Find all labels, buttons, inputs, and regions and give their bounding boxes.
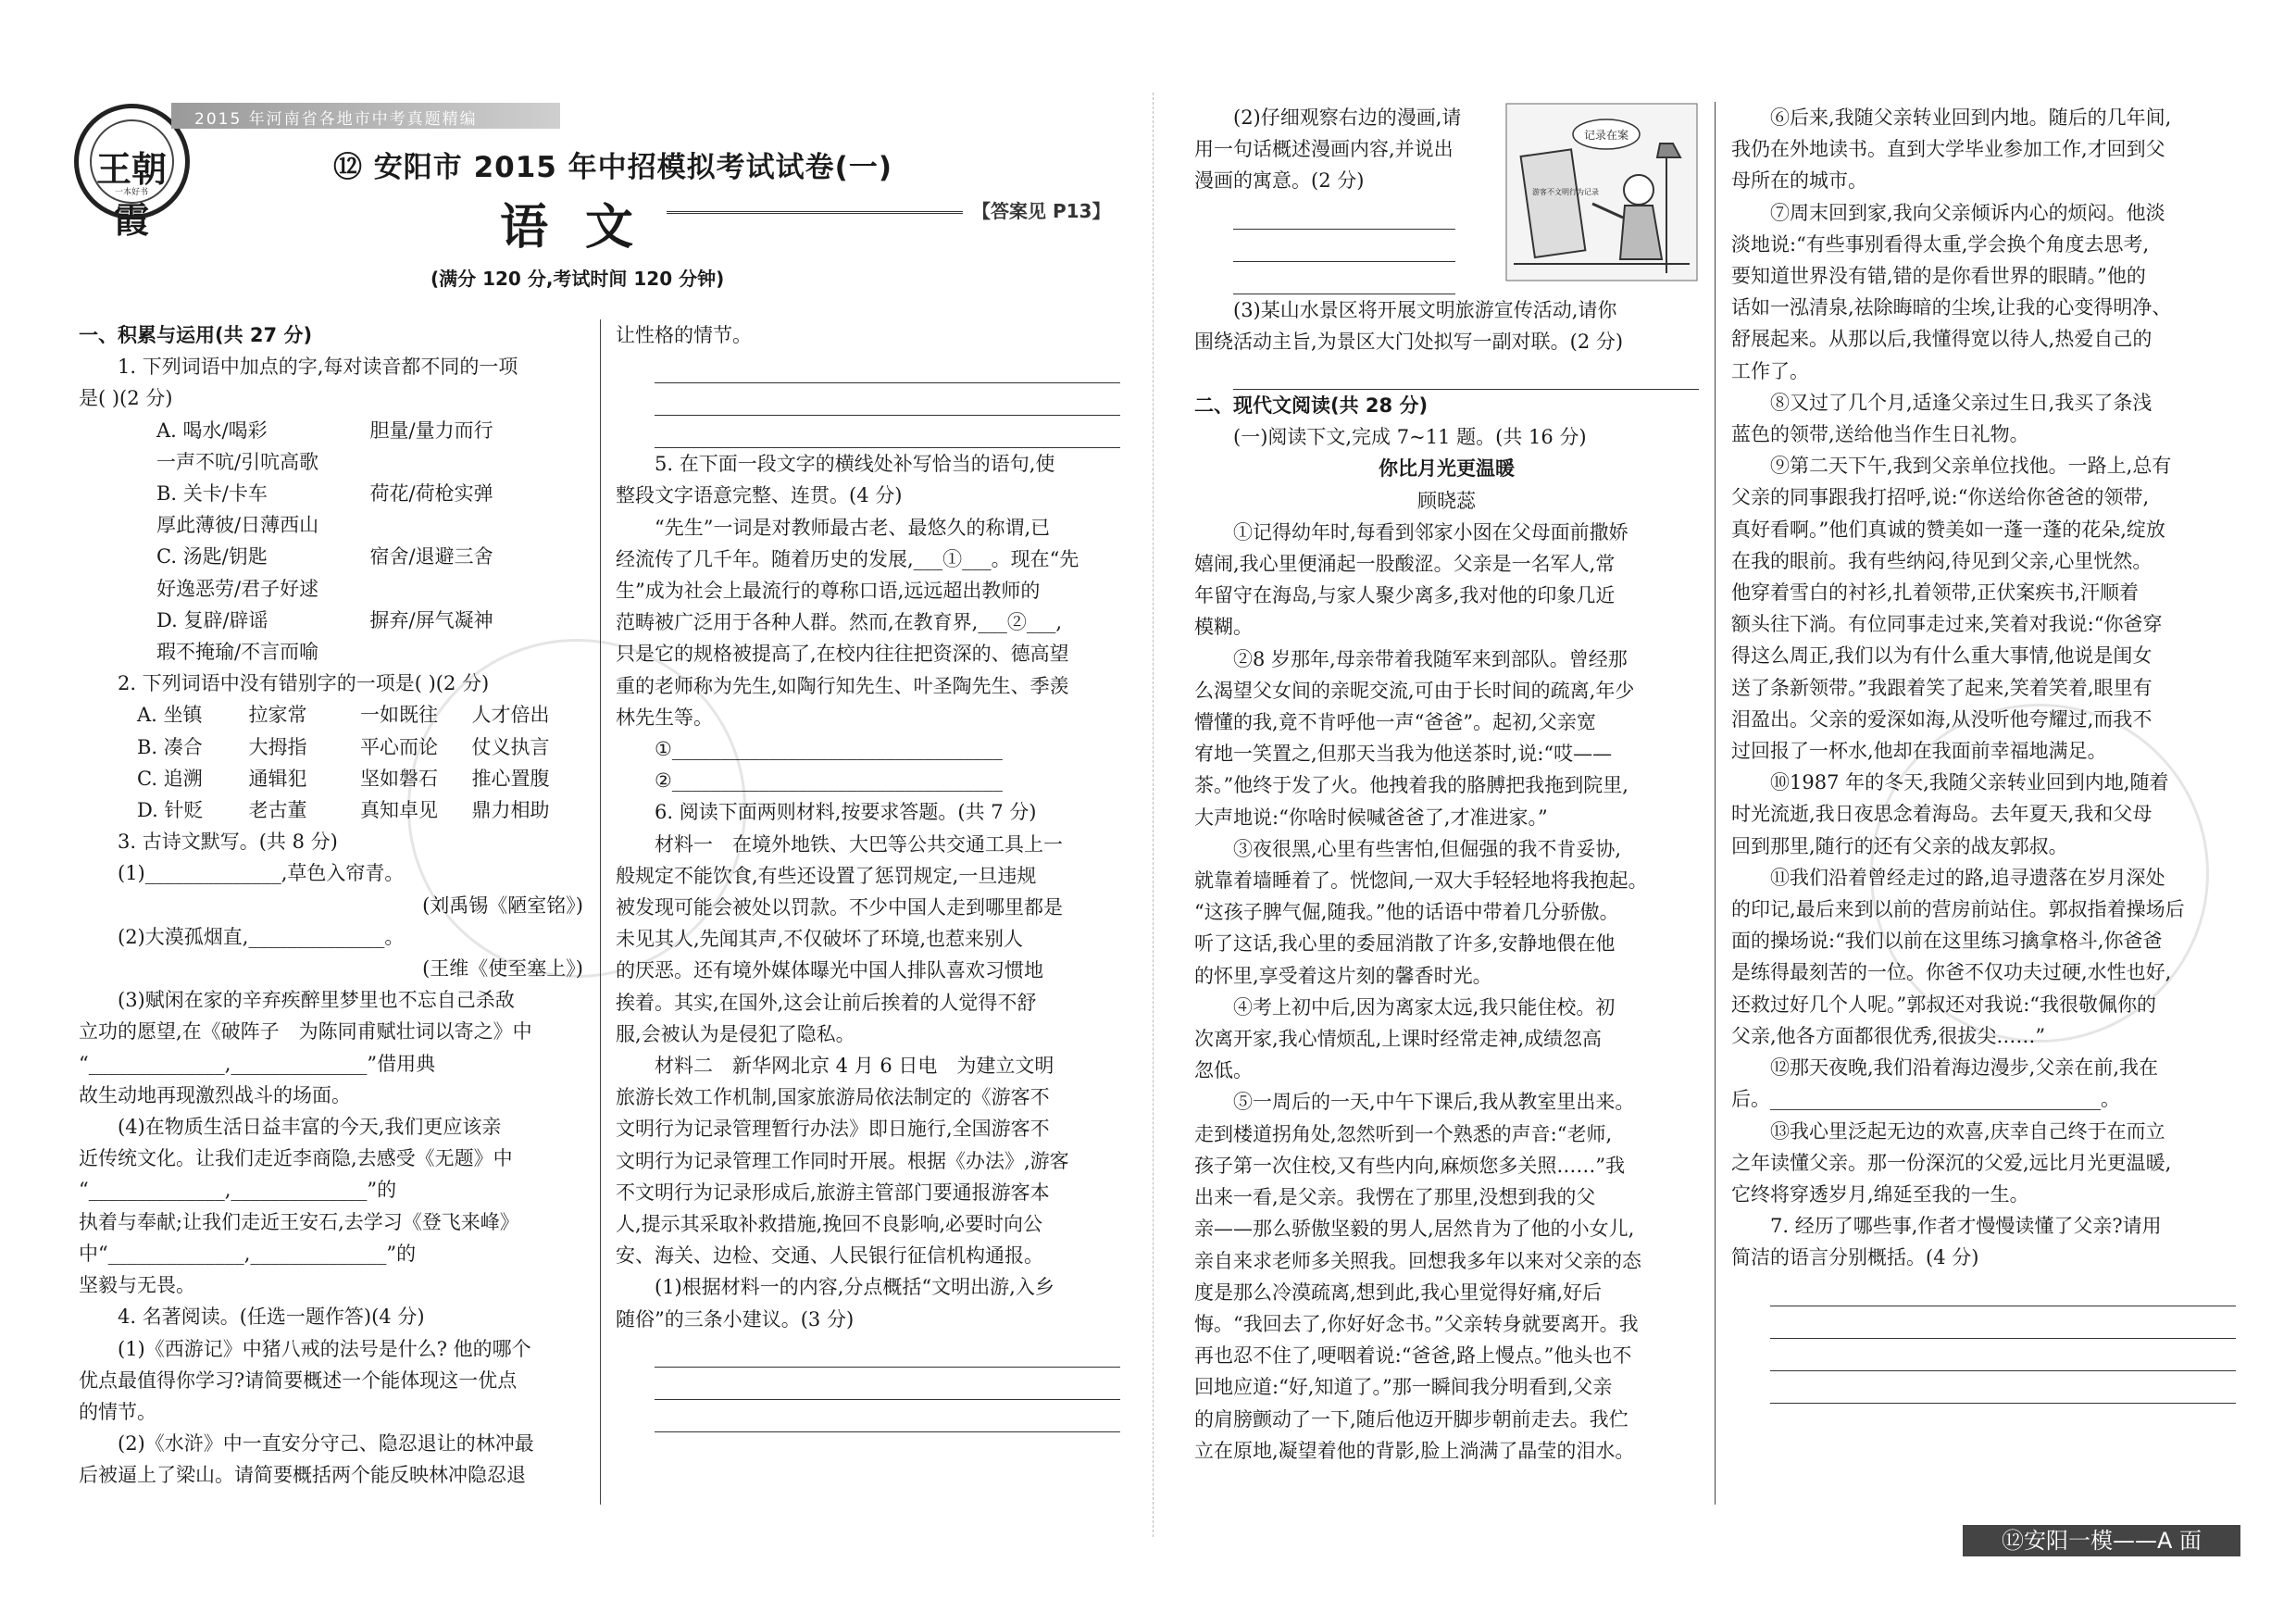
text-line: 回到那里,随行的还有父亲的战友郭叔。 — [1731, 834, 2068, 857]
text-line: 度是那么冷漠疏离,想到此,我心里觉得好痛,好后 — [1194, 1281, 1603, 1304]
answer-line — [1233, 357, 1699, 390]
option-row — [79, 731, 583, 763]
option-row — [79, 573, 583, 605]
option-cell: 通辑犯 — [248, 767, 307, 790]
text-line: (1)《西游记》中猪八戒的法号是什么? 他的哪个 — [118, 1337, 531, 1360]
exam-title: ⑫ 安阳市 2015 年中招模拟考试试卷(一) — [333, 151, 892, 184]
text-line: 面的操场说:“我们以前在这里练习擒拿格斗,你爸爸 — [1731, 930, 2163, 953]
column-3 — [1194, 102, 1699, 1467]
text-line: 懵懂的我,竟不肯呼他一声“爸爸”。起初,父亲宽 — [1194, 711, 1596, 734]
answer-line — [655, 1368, 1120, 1400]
text-line: 是( )(2 分) — [79, 387, 173, 410]
option-text: 好逸恶劳/君子好逑 — [156, 577, 319, 600]
answer-line — [1770, 1371, 2236, 1404]
text-line: 3. 古诗文默写。(共 8 分) — [118, 831, 338, 854]
text-line: 优点最值得你学习?请简要概述一个能体现这一优点 — [79, 1368, 518, 1392]
option-text: D. 复辟/辟谣 — [156, 608, 268, 631]
text-line: 坚毅与无畏。 — [79, 1274, 195, 1297]
text-line: 回地应道:“好,知道了。”那一瞬间我分明看到,父亲 — [1194, 1376, 1613, 1399]
text-line: “先生”一词是对教师最古老、最悠久的称谓,已 — [655, 516, 1051, 539]
text-line: 立功的愿望,在《破阵子 为陈同甫赋壮词以寄之》中 — [79, 1020, 532, 1043]
text-line: 旅游长效工作机制,国家旅游局依法制定的《游客不 — [616, 1086, 1050, 1109]
text-line: ⑫那天夜晚,我们沿着海边漫步,父亲在前,我在 — [1770, 1056, 2159, 1080]
text-line: 听了这话,我心里的委屈消散了许多,安静地偎在他 — [1194, 932, 1616, 956]
text-line: 安、海关、边检、交通、人民银行征信机构通报。 — [616, 1244, 1043, 1268]
answer-reference: 【答案见 P13】 — [972, 200, 1111, 222]
answer-line — [655, 383, 1120, 416]
text-line: 人,提示其采取补救措施,挽回不良影响,必要时向公 — [616, 1213, 1043, 1236]
option-cell: 老古董 — [248, 799, 307, 822]
option-cell: 大拇指 — [248, 735, 307, 758]
option-cell: B. 凑合 — [137, 735, 203, 758]
text-line: ⑩1987 年的冬天,我随父亲转业回到内地,随着 — [1770, 771, 2169, 794]
text-line: 5. 在下面一段文字的横线处补写恰当的语句,使 — [655, 453, 1055, 476]
text-line: 宥地一笑置之,但那天当我为他送茶时,说:“哎—— — [1194, 743, 1613, 766]
text-line: 立在原地,凝望着他的背影,脸上淌满了晶莹的泪水。 — [1194, 1439, 1635, 1462]
text-line: 悔。“我回去了,你好好念书。”父亲转身就要离开。我 — [1194, 1312, 1639, 1335]
text-line: 后被逼上了梁山。请简要概括两个能反映林冲隐忍退 — [79, 1464, 526, 1487]
text-line: ③夜很黑,心里有些害怕,但倔强的我不肯妥协, — [1233, 837, 1622, 860]
text-line: 文明行为记录管理暂行办法》即日施行,全国游客不 — [616, 1118, 1050, 1141]
column-1 — [79, 319, 583, 1492]
text-line: 是练得最刻苦的一位。你爸不仅功夫过硬,水性也好, — [1731, 961, 2172, 984]
option-text: C. 汤匙/钥匙 — [156, 545, 268, 569]
text-line: 的情节。 — [79, 1400, 156, 1423]
text-line: “______________,______________”借用典 — [79, 1052, 436, 1075]
text-line: 范畴被广泛用于各种人群。然而,在教育界,___②___, — [616, 611, 1063, 634]
text-line: 次离开家,我心情烦乱,上课时经常走神,成绩忽高 — [1194, 1028, 1603, 1051]
text-line: 服,会被认为是侵犯了隐私。 — [616, 1022, 855, 1045]
text-line: 它终将穿透岁月,绵延至我的一生。 — [1731, 1182, 2029, 1206]
text-line: 茶。”他终于发了火。他拽着我的胳膊把我拖到院里, — [1194, 774, 1628, 797]
text-line: 的印记,最后来到以前的营房前站住。郭叔指着操场后 — [1731, 898, 2185, 921]
text-line: ⑦周末回到家,我向父亲倾诉内心的烦闷。他淡 — [1770, 201, 2165, 224]
text-line: 文明行为记录管理工作同时开展。根据《办法》,游客 — [616, 1149, 1069, 1172]
text-line: 话如一泓清泉,祛除晦暗的尘埃,让我的心变得明净、 — [1731, 296, 2172, 319]
text-line: 之年读懂父亲。那一份深沉的父爱,远比月光更温暖, — [1731, 1151, 2172, 1174]
text-line: 时光流逝,我日夜思念着海岛。去年夏天,我和父母 — [1731, 803, 2152, 826]
text-line: (2)大漠孤烟直,______________。 — [118, 925, 405, 948]
option-text: 摒弃/屏气凝神 — [369, 608, 493, 631]
text-line: 母所在的城市。 — [1731, 169, 1867, 193]
text-line: 亲——那么骄傲坚毅的男人,居然肯为了他的小女儿, — [1194, 1218, 1635, 1241]
text-line: 让性格的情节。 — [616, 324, 752, 346]
text-line: 嬉闹,我心里便涌起一股酸涩。父亲是一名军人,常 — [1194, 553, 1616, 576]
text-line: 漫画的寓意。(2 分) — [1194, 169, 1365, 193]
option-text — [370, 509, 584, 541]
text-line: 泪盈出。父亲的爱深如海,从没听他夸耀过,而我不 — [1731, 707, 2152, 731]
text-line: 要知道世界没有错,错的是你看世界的眼睛。”他的 — [1731, 265, 2146, 288]
cartoon-illustration — [1504, 102, 1699, 282]
option-text: 宿舍/退避三舍 — [369, 545, 493, 569]
option-cell: A. 坐镇 — [137, 704, 203, 727]
text-line: 只是它的规格被提高了,在校内往往把资深的、德高望 — [616, 643, 1069, 666]
text-line: ⑥后来,我随父亲转业回到内地。随后的几年间, — [1770, 106, 2172, 129]
option-row — [79, 794, 583, 826]
option-text: 胆量/量力而行 — [369, 419, 493, 442]
logo-text: 王朝霞 — [95, 148, 167, 241]
text-line: “这孩子脾气倔,随我。”他的话语中带着几分骄傲。 — [1194, 901, 1619, 924]
text-line: 随俗”的三条小建议。(3 分) — [616, 1307, 855, 1331]
text-line: 年留守在海岛,与家人聚少离多,我对他的印象几近 — [1194, 584, 1616, 607]
option-text: 瑕不掩瑜/不言而喻 — [156, 641, 319, 664]
answer-line — [655, 416, 1120, 448]
option-row — [79, 541, 583, 572]
text-line: 生”成为社会上最流行的尊称口语,远远超出教师的 — [616, 580, 1041, 603]
answer-line — [1233, 230, 1455, 262]
text-line: 近传统文化。让我们走近李商隐,去感受《无题》中 — [79, 1147, 513, 1170]
text-line: ①记得幼年时,每看到邻家小囡在父母面前撒娇 — [1233, 520, 1628, 544]
answer-line — [655, 1335, 1120, 1368]
text-line: 忽低。 — [1194, 1059, 1253, 1082]
text-line: 再也忍不住了,哽咽着说:“爸爸,路上慢点。”他头也不 — [1194, 1344, 1632, 1368]
text-line: (3)某山水景区将开展文明旅游宣传活动,请你 — [1233, 298, 1617, 321]
text-line: 材料二 新华网北京 4 月 6 日电 为建立文明 — [655, 1055, 1054, 1078]
exam-meta: (满分 120 分,考试时间 120 分钟) — [430, 268, 725, 290]
option-text — [370, 446, 584, 478]
subject-title: 语文 — [500, 199, 671, 256]
section-heading: 二、现代文阅读(共 28 分) — [1194, 394, 1429, 418]
column-divider-1 — [600, 319, 601, 1505]
option-cell: 坚如磐石 — [360, 767, 438, 790]
text-line: 我仍在外地读书。直到大学毕业参加工作,才回到父 — [1731, 138, 2165, 161]
answer-line — [1770, 1306, 2236, 1339]
column-2 — [616, 319, 1120, 1432]
column-divider-2 — [1715, 102, 1716, 1505]
text-line: 围绕活动主旨,为景区大门处拟写一副对联。(2 分) — [1194, 330, 1624, 353]
page-fold — [1153, 93, 1154, 1537]
text-line: (4)在物质生活日益丰富的今天,我们更应该亲 — [118, 1116, 502, 1139]
option-cell: 仗义执言 — [471, 735, 550, 758]
option-text: A. 喝水/喝彩 — [156, 419, 268, 442]
page-footer-badge: ⑫安阳一模——A 面 — [1963, 1525, 2240, 1556]
text-line: 淡地说:“有些事别看得太重,学会换个角度去思考, — [1731, 232, 2150, 256]
option-row — [79, 446, 583, 478]
text-line: 4. 名著阅读。(任选一题作答)(4 分) — [118, 1306, 425, 1329]
text-line: ⑬我心里泛起无边的欢喜,庆幸自己终于在而立 — [1770, 1119, 2165, 1143]
answer-line — [1770, 1274, 2236, 1306]
option-cell: 真知卓见 — [360, 799, 438, 822]
option-row — [79, 636, 583, 668]
text-line: 林先生等。 — [616, 706, 713, 729]
text-line: 1. 下列词语中加点的字,每对读音都不同的一项 — [118, 356, 518, 379]
text-line: 中“______________,______________”的 — [79, 1242, 417, 1265]
text-line: 他穿着雪白的衬衫,扎着领带,正伏案疾书,汗顺着 — [1731, 581, 2140, 605]
option-text — [370, 636, 584, 668]
text-line: 舒展起来。从那以后,我懂得宽以待人,热爱自己的 — [1731, 328, 2152, 351]
text-line: (1)______________,草色入帘青。 — [118, 862, 405, 885]
text-line: 的肩膀颤动了一下,随后他迈开脚步朝前走去。我伫 — [1194, 1407, 1628, 1431]
option-row — [79, 763, 583, 794]
text-line: (2)《水浒》中一直安分守己、隐忍退让的林冲最 — [118, 1432, 534, 1456]
text-line: (王维《使至塞上》) — [422, 957, 583, 981]
text-line: 模糊。 — [1194, 616, 1253, 639]
option-row — [79, 699, 583, 731]
text-line: 大声地说:“你啥时候喊爸爸了,才准进家。” — [1194, 806, 1548, 829]
text-line: 走到楼道拐角处,忽然听到一个熟悉的声音:“老师, — [1194, 1122, 1613, 1145]
text-line: ①__________________________________ — [655, 738, 1003, 761]
text-line: “______________,______________”的 — [79, 1179, 397, 1202]
text-line: (一)阅读下文,完成 7~11 题。(共 16 分) — [1233, 426, 1587, 449]
text-line: 的怀里,享受着这片刻的馨香时光。 — [1194, 964, 1492, 987]
option-row — [79, 605, 583, 636]
option-cell: C. 追溯 — [137, 767, 203, 790]
section-heading: 一、积累与运用(共 27 分) — [79, 324, 313, 346]
article-author: 顾晓蕊 — [1417, 489, 1476, 512]
option-text: 荷花/荷枪实弹 — [369, 482, 493, 506]
subject-rule — [667, 211, 963, 214]
cartoon-sign: 游客不文明行为记录 — [1532, 188, 1599, 196]
text-line: 经流传了几千年。随着历史的发展,___①___。现在“先 — [616, 547, 1079, 570]
text-line: 出来一看,是父亲。我愣在了那里,没想到我的父 — [1194, 1186, 1596, 1209]
text-line: 亲自来求老师多关照我。回想我多年以来对父亲的态 — [1194, 1249, 1641, 1272]
option-cell: 鼎力相助 — [471, 799, 550, 822]
answer-line — [1770, 1339, 2236, 1371]
text-line: 父亲,他各方面都很优秀,很拔尖……” — [1731, 1024, 2046, 1047]
text-line: 被发现可能会被处以罚款。不少中国人走到哪里都是 — [616, 896, 1063, 919]
text-line: 般规定不能饮食,有些还设置了惩罚规定,一旦违规 — [616, 864, 1037, 887]
option-row — [79, 415, 583, 446]
text-line: ②__________________________________ — [655, 769, 1003, 793]
text-line: ④考上初中后,因为离家太远,我只能住校。初 — [1233, 995, 1616, 1018]
text-line: ⑧又过了几个月,适逢父亲过生日,我买了条浅 — [1770, 391, 2152, 414]
text-line: 6. 阅读下面两则材料,按要求答题。(共 7 分) — [655, 801, 1037, 824]
option-cell: 推心置腹 — [471, 767, 550, 790]
text-line: 过回报了一杯水,他却在我面前幸福地满足。 — [1731, 740, 2107, 763]
series-banner-text: 2015 年河南省各地市中考真题精编 — [194, 110, 478, 129]
text-line: 重的老师称为先生,如陶行知先生、叶圣陶先生、季羡 — [616, 674, 1069, 697]
text-line: 后。__________________________________。 — [1731, 1088, 2120, 1111]
logo-subtext: 一本好书 — [114, 188, 148, 197]
option-row — [79, 478, 583, 509]
option-text: 厚此薄彼/日薄西山 — [156, 514, 319, 537]
answer-line — [1233, 262, 1455, 294]
text-line: 2. 下列词语中没有错别字的一项是( )(2 分) — [118, 672, 490, 695]
text-line: 未见其人,先闻其声,不仅破坏了环境,也惹来别人 — [616, 928, 1024, 951]
text-line: (2)仔细观察右边的漫画,请 — [1233, 106, 1462, 129]
text-line: 还救过好几个人呢。”郭叔还对我说:“我很敬佩你的 — [1731, 993, 2157, 1016]
text-line: ②8 岁那年,母亲带着我随军来到部队。曾经那 — [1233, 647, 1628, 670]
text-line: 么渴望父女间的亲昵交流,可由于长时间的疏离,年少 — [1194, 679, 1635, 702]
option-cell: 拉家常 — [248, 704, 307, 727]
text-line: 7. 经历了哪些事,作者才慢慢读懂了父亲?请用 — [1770, 1215, 2162, 1238]
text-line: ⑤一周后的一天,中午下课后,我从教室里出来。 — [1233, 1091, 1635, 1114]
text-line: 父亲的同事跟我打招呼,说:“你送给你爸爸的领带, — [1731, 486, 2150, 509]
article-title: 你比月光更温暖 — [1379, 457, 1515, 481]
option-text: 一声不吭/引吭高歌 — [156, 450, 319, 473]
text-line: 简洁的语言分别概括。(4 分) — [1731, 1246, 1979, 1269]
text-line: 就靠着墙睡着了。恍惚间,一双大手轻轻地将我抱起。 — [1194, 869, 1648, 893]
text-line: ⑪我们沿着曾经走过的路,追寻遗落在岁月深处 — [1770, 866, 2165, 889]
text-line: 工作了。 — [1731, 359, 1809, 382]
option-row — [79, 509, 583, 541]
option-cell: 人才倍出 — [471, 704, 550, 727]
text-line: 送了条新领带。”我跟着笑了起来,笑着笑着,眼里有 — [1731, 676, 2152, 699]
text-line: 用一句话概述漫画内容,并说出 — [1194, 138, 1454, 161]
text-line: 额头往下淌。有位同事走过来,笑着对我说:“你爸穿 — [1731, 613, 2163, 636]
answer-line — [655, 351, 1120, 383]
text-line: 挨着。其实,在国外,这会让前后挨着的人觉得不舒 — [616, 991, 1037, 1014]
text-line: 的厌恶。还有境外媒体曝光中国人排队喜欢习惯地 — [616, 959, 1043, 982]
column-4 — [1731, 102, 2236, 1404]
text-line: 整段文字语意完整、连贯。(4 分) — [616, 484, 903, 507]
option-cell: 平心而论 — [360, 735, 438, 758]
text-line: (1)根据材料一的内容,分点概括“文明出游,入乡 — [655, 1276, 1054, 1299]
answer-line — [1233, 197, 1455, 230]
text-line: 蓝色的领带,送给他当作生日礼物。 — [1731, 423, 2029, 446]
text-line: 执着与奉献;让我们走近王安石,去学习《登飞来峰》 — [79, 1210, 519, 1233]
option-text — [370, 573, 584, 605]
text-line: (刘禹锡《陋室铭》) — [422, 893, 583, 917]
text-line: 材料一 在境外地铁、大巴等公共交通工具上一 — [655, 832, 1063, 856]
text-line: 在我的眼前。我有些纳闷,待见到父亲,心里恍然。 — [1731, 549, 2152, 572]
text-line: ⑨第二天下午,我到父亲单位找他。一路上,总有 — [1770, 455, 2172, 478]
answer-line — [655, 1400, 1120, 1432]
text-line: 故生动地再现激烈战斗的场面。 — [79, 1083, 351, 1106]
text-line: 孩子第一次住校,又有些内向,麻烦您多关照……”我 — [1194, 1154, 1626, 1177]
text-line: 真好看啊。”他们真诚的赞美如一蓬一蓬的花朵,绽放 — [1731, 518, 2165, 541]
option-cell: 一如既往 — [360, 704, 438, 727]
text-line: (3)赋闲在家的辛弃疾醉里梦里也不忘自己杀敌 — [118, 989, 515, 1012]
cartoon-bubble: 记录在案 — [1584, 129, 1629, 142]
text-line: 得这么周正,我们以为有什么重大事情,他说是闺女 — [1731, 644, 2152, 668]
option-text: B. 关卡/卡车 — [156, 482, 268, 506]
text-line: 不文明行为记录形成后,旅游主管部门要通报游客本 — [616, 1181, 1050, 1204]
option-cell: D. 针贬 — [137, 799, 204, 822]
